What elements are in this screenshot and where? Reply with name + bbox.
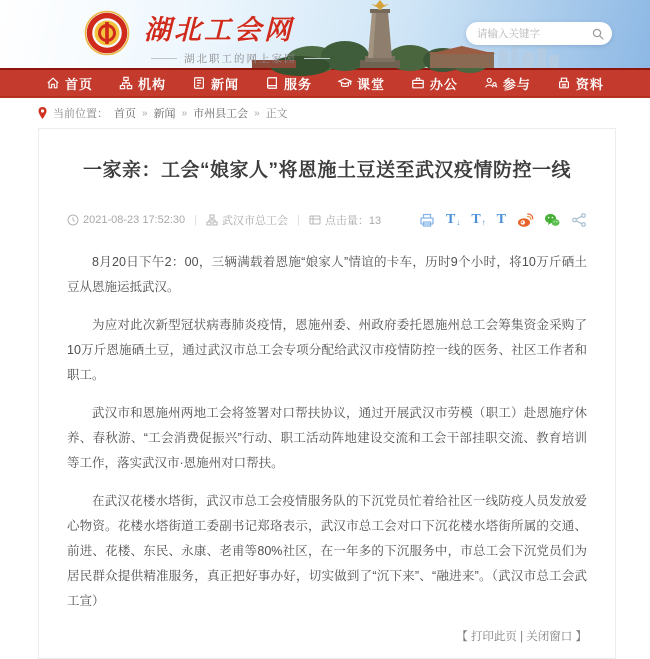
paragraph: 在武汉花楼水塔街，武汉市总工会疫情服务队的下沉党员忙着给社区一线防疫人员发放爱心物资。花楼水塔街道工委副书记郑珞表示，武汉市总工会对口下沉花楼水塔街所属的交通、前进、花楼、东民、永康、老甫等80%社区，在一年多的下沉服务中，市总工会下沉党员们为居民群众提供精准服务，真正把好事办好，切实做到了“沉下来”、“融进来”。（武汉市总工会武工宣） [67, 494, 587, 608]
people-icon [484, 76, 498, 90]
site-brand [84, 8, 337, 66]
nav-label: 新闻 [210, 76, 239, 92]
weibo-share-icon[interactable] [517, 212, 533, 228]
meta-divider: | [194, 214, 198, 226]
nav-item-service[interactable] [265, 74, 312, 93]
graduation-cap-icon [338, 76, 352, 90]
nav-label: 首页 [65, 76, 94, 92]
search-input[interactable] [477, 28, 592, 40]
nav-item-classroom[interactable] [338, 74, 385, 93]
article-toolbar [419, 212, 587, 228]
article-meta-row [67, 212, 587, 228]
meta-divider: | [297, 214, 300, 226]
nav-item-data[interactable] [557, 74, 604, 93]
sitemap-icon [119, 76, 133, 90]
breadcrumb-item-home[interactable]: 首页 [114, 108, 136, 120]
print-page-link[interactable]: 打印此页 [470, 631, 517, 643]
main-nav [0, 70, 650, 98]
home-icon [46, 76, 60, 90]
briefcase-icon [411, 76, 425, 90]
bracket: 【 [456, 631, 471, 643]
nav-item-office[interactable] [411, 74, 458, 93]
footer-separator: | [516, 631, 527, 643]
paragraph: 武汉市和恩施州两地工会将签署对口帮扶协议，通过开展武汉市劳模（职工）赴恩施疗休养、春秋游、“工会消费促振兴”行动、职工活动阵地建设交流和工会干部挂职交流、教育培训等工作，落实武汉市·恩施州对口帮扶。 [67, 406, 587, 470]
location-pin-icon [38, 107, 47, 119]
nav-item-home[interactable] [46, 74, 93, 93]
organization-icon [206, 214, 218, 226]
news-icon [192, 76, 206, 90]
nav-label: 课堂 [356, 76, 385, 92]
paragraph: 8月20日下午2：00，三辆满载着恩施“娘家人”情谊的卡车，历时9个小时，将10万斤硒土豆从恩施运抵武汉。 [67, 255, 587, 294]
wechat-share-icon[interactable] [544, 212, 560, 228]
font-decrease-button[interactable]: T ↓ [445, 212, 461, 227]
breadcrumb-item-news[interactable]: 新闻 [153, 108, 176, 120]
font-increase-button[interactable]: T ↑ [471, 212, 486, 227]
article-title: 一家亲：工会“娘家人”将恩施土豆送至武汉疫情防控一线 [82, 160, 571, 181]
nav-item-news[interactable] [192, 74, 239, 93]
bracket: 】 [572, 631, 587, 643]
site-title: 湖北工会网 [144, 15, 294, 45]
site-slogan: 湖北职工的网上家园 [144, 51, 337, 66]
nav-label: 机构 [137, 76, 166, 92]
article-meta [67, 212, 381, 228]
union-logo-icon [84, 10, 130, 56]
site-header [0, 0, 650, 68]
breadcrumb-separator: » [181, 107, 188, 119]
article-body [67, 250, 587, 614]
book-icon [265, 76, 279, 90]
nav-item-org[interactable] [119, 74, 166, 93]
search-box[interactable] [466, 22, 612, 45]
breadcrumb-separator: » [142, 107, 148, 119]
nav-label: 参与 [502, 76, 531, 92]
breadcrumb [0, 98, 650, 128]
breadcrumb-item-current: 正文 [265, 108, 288, 120]
article-source: 武汉市总工会 [206, 212, 288, 228]
article-container [38, 128, 616, 659]
nav-label: 办公 [429, 76, 458, 92]
nav-item-participate[interactable] [484, 74, 531, 93]
breadcrumb-separator: » [254, 107, 260, 119]
archive-icon [557, 76, 571, 90]
view-count: 点击量：13 [309, 212, 381, 228]
publish-date: 2021-08-23 17:52:30 [67, 214, 185, 226]
article-footer-actions [67, 628, 587, 644]
print-icon[interactable] [419, 212, 435, 228]
views-icon [309, 214, 321, 226]
search-icon[interactable] [592, 28, 604, 40]
clock-icon [67, 214, 79, 226]
breadcrumb-label: 当前位置： [53, 108, 108, 120]
close-window-link[interactable]: 关闭窗口 [526, 631, 573, 643]
share-icon[interactable] [571, 212, 587, 228]
paragraph: 为应对此次新型冠状病毒肺炎疫情，恩施州委、州政府委托恩施州总工会筹集资金采购了10万斤恩施硒土豆，通过武汉市总工会专项分配给武汉市疫情防控一线的医务、社区工作者和职工。 [67, 318, 587, 382]
nav-label: 资料 [575, 76, 604, 92]
font-reset-button[interactable]: T [496, 212, 506, 227]
breadcrumb-item-city-union[interactable]: 市州县工会 [193, 108, 249, 120]
nav-label: 服务 [283, 76, 312, 92]
